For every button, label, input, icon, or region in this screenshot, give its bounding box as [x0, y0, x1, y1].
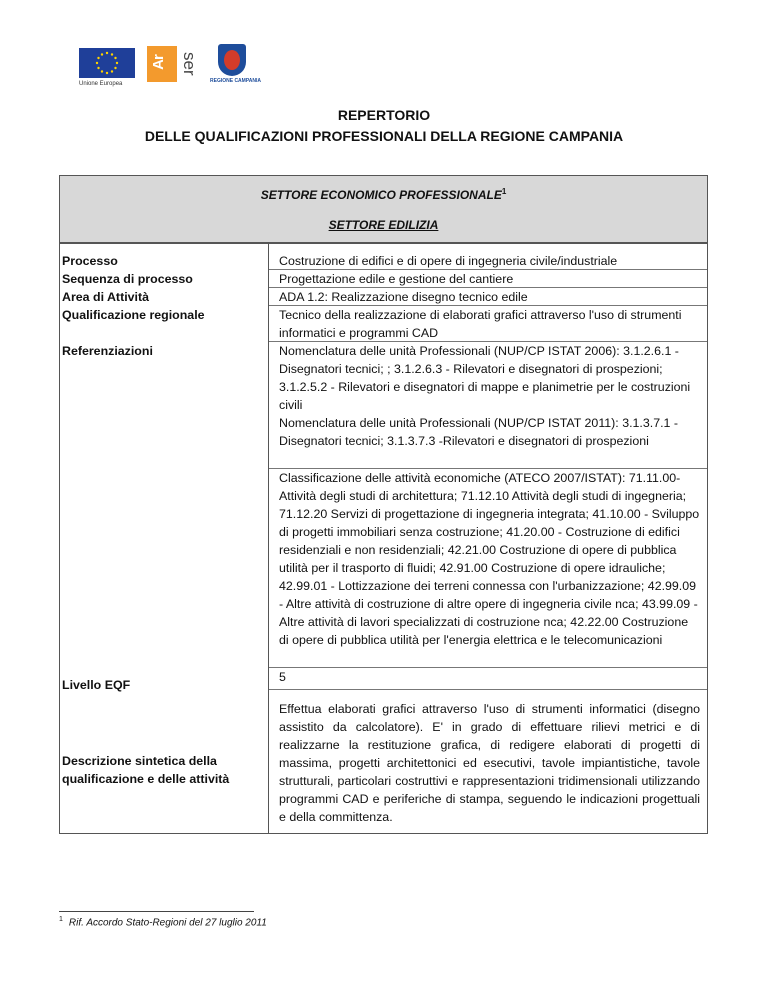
value-nup-2011: Nomenclatura delle unità Professionali (NUP/CP ISTAT 2011): 3.1.3.7.1 - Disegnatori tecnici; 3.1.3.7.3 -Rilevatori e disegnatori di prospezioni [279, 416, 678, 448]
label-qualificazione: Qualificazione regionale [62, 308, 205, 322]
arser-mark: Ar [149, 55, 167, 70]
sector-header [59, 175, 708, 243]
value-area: ADA 1.2: Realizzazione disegno tecnico edile [279, 290, 528, 304]
footnote [59, 916, 267, 928]
footnote-reference: 1 [501, 187, 507, 196]
label-area: Area di Attività [62, 290, 149, 304]
label-referenziazioni: Referenziazioni [62, 344, 153, 358]
document-subtitle: DELLE QUALIFICAZIONI PROFESSIONALI DELLA REGIONE CAMPANIA [144, 128, 624, 144]
arser-wordmark: ser [180, 52, 199, 76]
label-sequenza: Sequenza di processo [62, 272, 193, 286]
regione-campania-logo [210, 44, 262, 86]
qualification-table [59, 243, 708, 834]
logo-bar [79, 44, 264, 89]
campania-shield-icon [218, 44, 246, 76]
arser-logo [147, 46, 205, 84]
value-livello-eqf: 5 [279, 670, 286, 684]
footnote-mark: 1 [59, 916, 63, 923]
eu-flag-logo [79, 48, 135, 78]
footnote-text: Rif. Accordo Stato-Regioni del 27 luglio 2011 [68, 917, 267, 929]
document-title: REPERTORIO [337, 107, 431, 123]
sector-name: SETTORE EDILIZIA [328, 218, 439, 232]
eu-caption: Unione Europea [79, 81, 123, 87]
value-qualificazione: Tecnico della realizzazione di elaborati grafici attraverso l'uso di strumenti informatici e programmi CAD [279, 308, 682, 340]
sector-label: SETTORE ECONOMICO PROFESSIONALE$^1$ [260, 187, 507, 202]
value-ateco-2007: Classificazione delle attività economiche (ATECO 2007/ISTAT): 71.11.00-Attività degli studi di architettura; 71.12.10 Attività degli studi di ingegneria; 71.12.20 Servizi di progettazione di ingegneria integrata; 41.10.00 - Sviluppo di progetti immobiliari senza costruzione; 41.20.00 - Costruzione di edifici residenziali e non residenziali; 42.21.00 Costruzione di opere di pubblica utilità per il trasporto di fluidi; 42.91.00 Costruzione di opere idrauliche; 42.99.01 - Lottizzazione dei terreni connessa con l'urbanizzazione; 42.99.09 - Altre attività di costruzione di altre opere di ingegneria civile nca; 43.99.09 - Altre attività di lavori specializzati di costruzione nca; 42.22.00 Costruzione di opere di pubblica utilità per l'energia elettrica e le telecomunicazioni [279, 471, 700, 647]
label-processo: Processo [62, 254, 118, 268]
value-nup-2006: Nomenclatura delle unità Professionali (NUP/CP ISTAT 2006): 3.1.2.6.1 - Disegnatori tecnici; ; 3.1.2.6.3 - Rilevatori e disegnatori di prospezioni; 3.1.2.5.2 - Rilevatori e disegnatori di mappe e planimetrie per le costruzioni civili [279, 344, 691, 412]
value-processo: Costruzione di edifici e di opere di ingegneria civile/industriale [279, 254, 618, 268]
value-descrizione: Effettua elaborati grafici attraverso l'uso di strumenti informatici (disegno assistito da calcolatore). E' in grado di effettuare rilievi metrici e di realizzarne la restituzione grafica, di redigere elaborati di progetti di massima, progetti architettonici ed esecutivi, tavole impiantistiche, tavole strutturali, particolari costruttivi e rappresentazioni tridimensionali utilizzando programmi CAD e periferiche di stampa, seguendo le indicazioni progettuali e della committenza. [279, 702, 700, 824]
value-sequenza: Progettazione edile e gestione del cantiere [279, 272, 514, 286]
campania-caption: REGIONE CAMPANIA [210, 78, 262, 84]
label-descrizione: Descrizione sintetica della qualificazione e delle attività [62, 754, 230, 786]
footnote-separator [59, 911, 254, 912]
label-livello-eqf: Livello EQF [62, 678, 131, 692]
